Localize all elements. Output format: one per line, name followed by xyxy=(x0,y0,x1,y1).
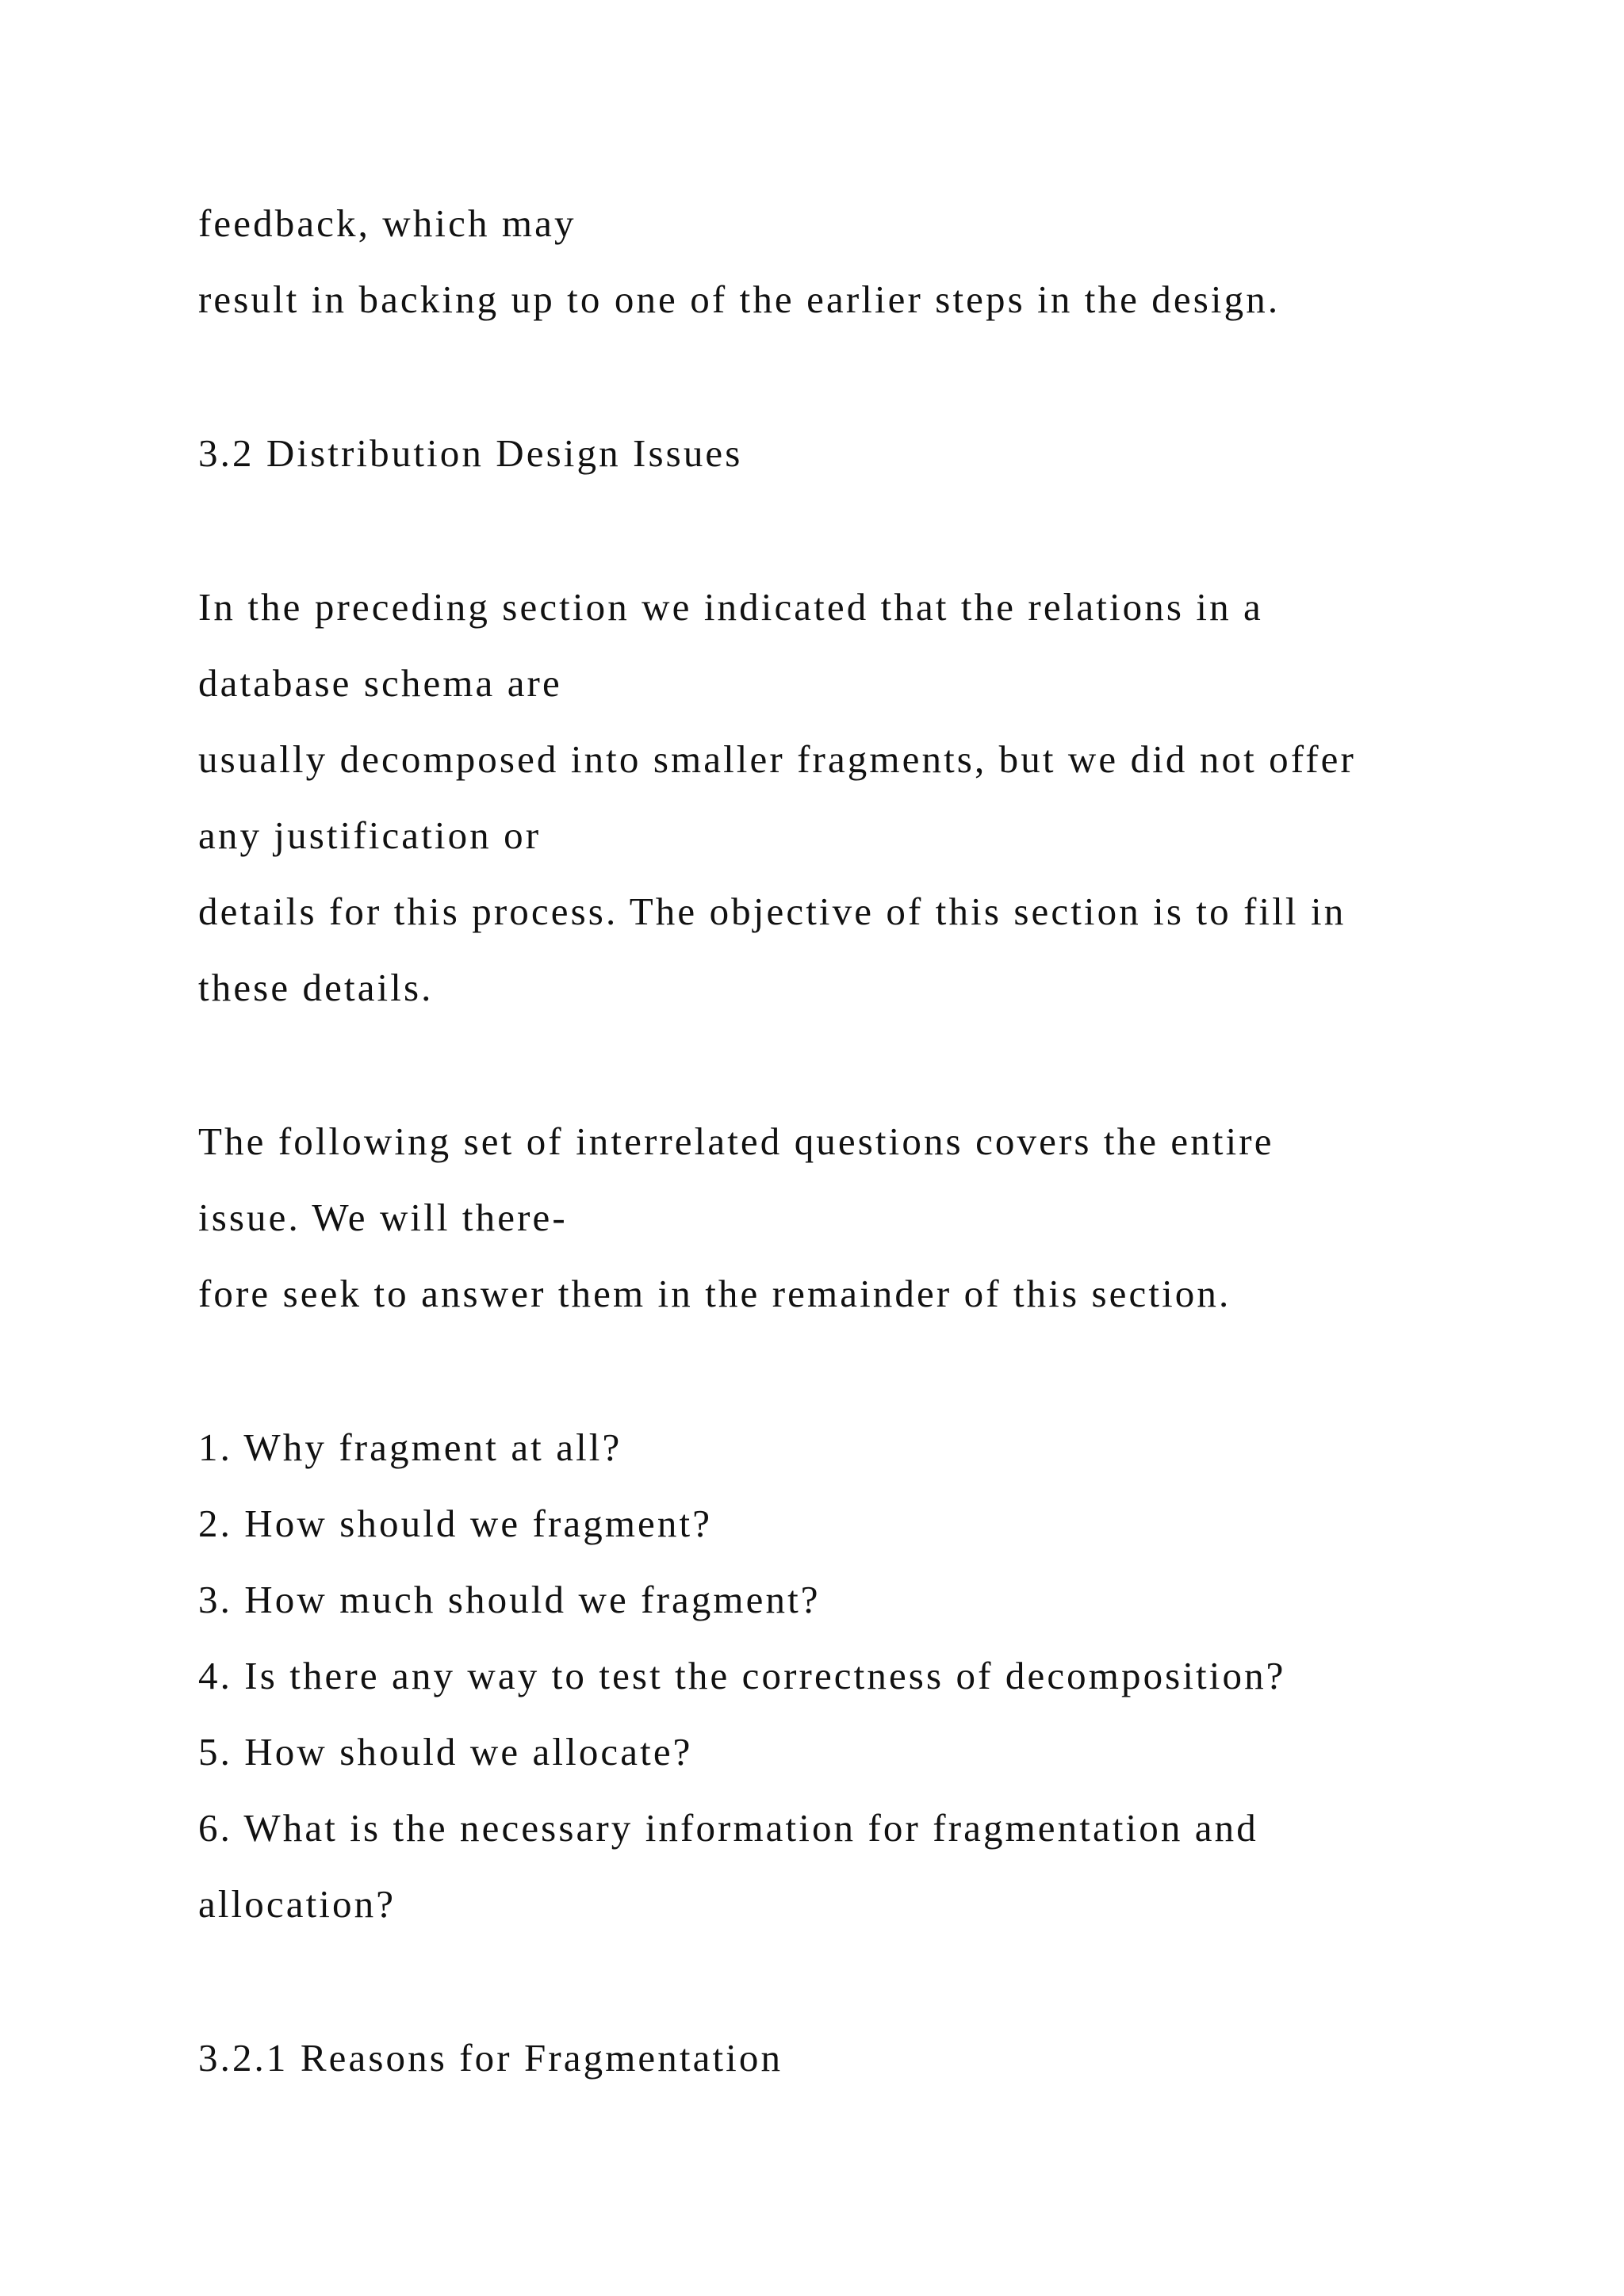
paragraph1-line-4: any justification or xyxy=(198,813,542,857)
paragraph1-line-3: usually decomposed into smaller fragments, but we did not offer xyxy=(198,737,1356,781)
question-4: 4. Is there any way to test the correctness of decomposition? xyxy=(198,1654,1286,1697)
question-6: 6. What is the necessary information for fragmentation and xyxy=(198,1806,1258,1850)
intro-line-1: feedback, which may xyxy=(198,201,576,245)
paragraph2-line-1: The following set of interrelated questions covers the entire xyxy=(198,1119,1274,1163)
section-heading: 3.2 Distribution Design Issues xyxy=(198,431,743,475)
paragraph2-line-2: issue. We will there- xyxy=(198,1196,568,1239)
question-2: 2. How should we fragment? xyxy=(198,1502,713,1545)
question-3: 3. How much should we fragment? xyxy=(198,1578,821,1621)
question-1: 1. Why fragment at all? xyxy=(198,1425,622,1469)
paragraph1-line-6: these details. xyxy=(198,966,434,1009)
paragraph2-line-3: fore seek to answer them in the remainder of this section. xyxy=(198,1272,1231,1315)
question-6-continuation: allocation? xyxy=(198,1882,396,1926)
intro-line-2: result in backing up to one of the earlier steps in the design. xyxy=(198,277,1281,321)
paragraph1-line-5: details for this process. The objective of this section is to fill in xyxy=(198,890,1346,933)
subsection-heading: 3.2.1 Reasons for Fragmentation xyxy=(198,2036,783,2080)
paragraph1-line-1: In the preceding section we indicated that the relations in a xyxy=(198,585,1263,629)
question-5: 5. How should we allocate? xyxy=(198,1730,693,1774)
paragraph1-line-2: database schema are xyxy=(198,661,562,705)
